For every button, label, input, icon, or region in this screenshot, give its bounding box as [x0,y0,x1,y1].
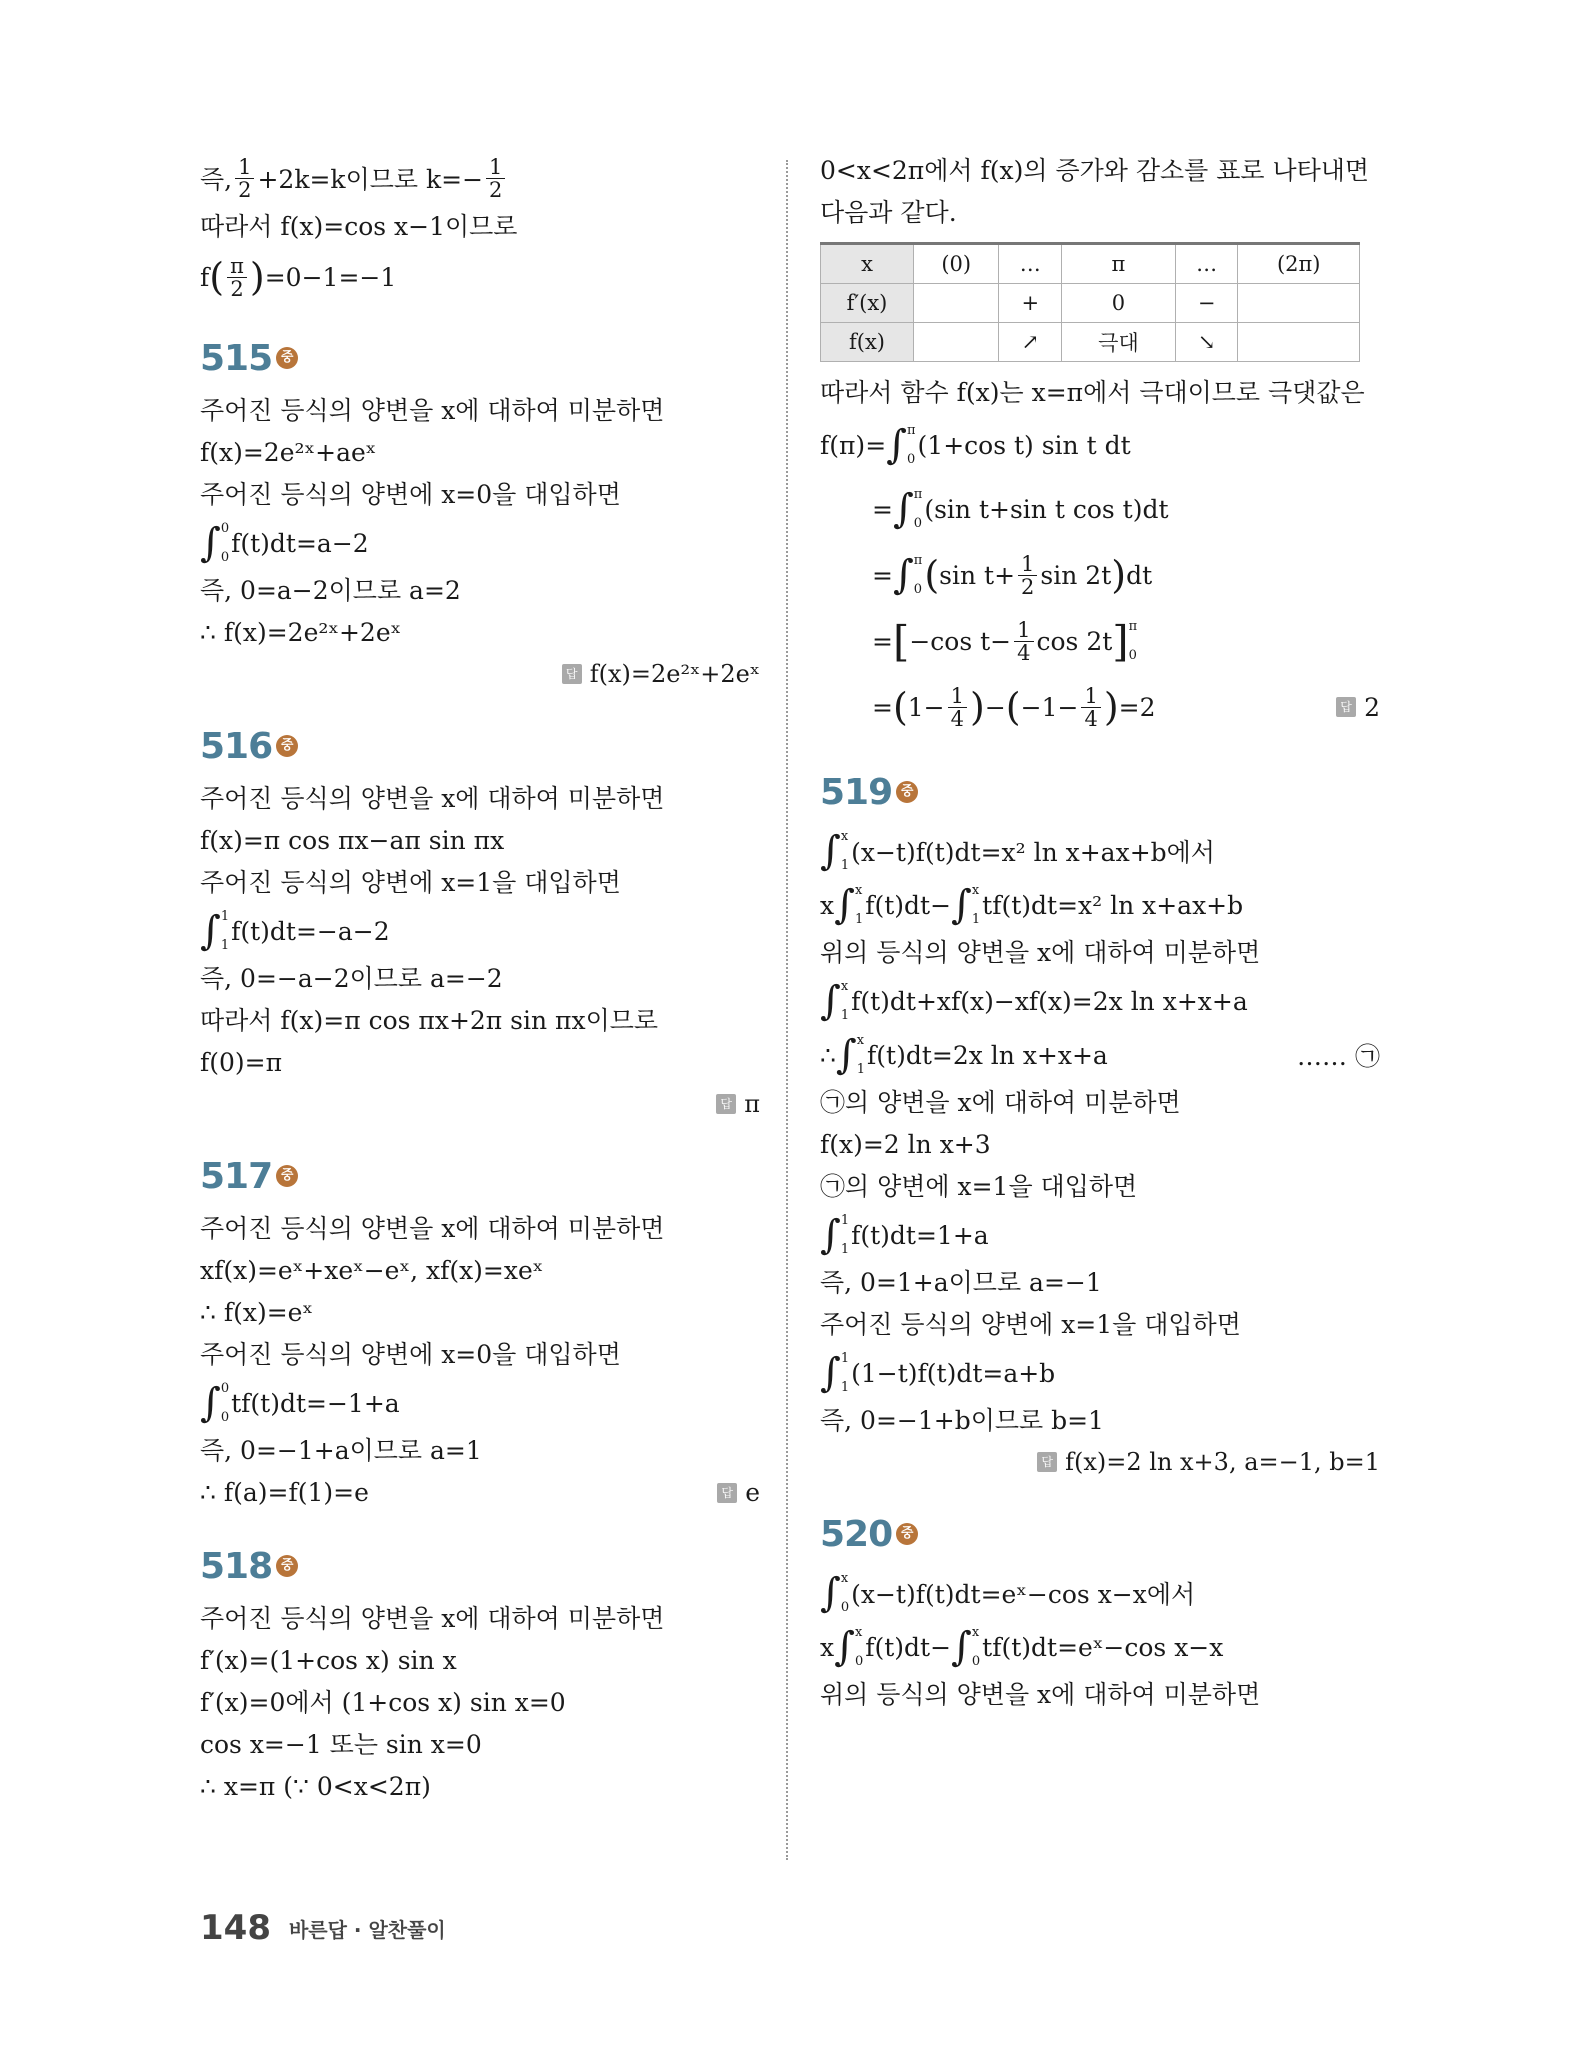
solution-line: ∴ f(x)=2e²ˣ+2eˣ [200,618,402,647]
integral-limits [221,521,229,565]
solution-line: 0<x<2π에서 f(x)의 증가와 감소를 표로 나타내면 [820,156,1370,185]
bracket: ] [1112,616,1129,666]
solution-line: 다음과 같다. [820,198,957,227]
integrand: (x−t)f(t)dt=eˣ−cos x−x에서 [851,1580,1196,1609]
lower-limit: 0 [913,582,923,597]
solution-line: f(0)=π [200,1048,283,1077]
upper-limit: π [913,487,923,502]
solution-line: 즉, 0=−a−2이므로 a=−2 [200,964,503,993]
lower-limit: 0 [840,1600,850,1615]
lower-limit: 1 [840,1242,850,1257]
integral-line [820,974,1380,1028]
answer-text: π [744,1090,760,1118]
answer-icon: 답 [1037,1452,1057,1472]
integral-line [820,476,1380,542]
column-divider [786,160,788,1860]
frac-num: π [227,255,247,278]
integrand: (sin t+sin t cos t)dt [924,494,1169,524]
problem-515-header [200,326,760,390]
integral-line [200,516,760,570]
table-cell: ↘ [1175,323,1238,362]
upper-limit: 0 [220,1381,230,1396]
solution-line: f(x)=2 ln x+3 [820,1130,991,1159]
upper-limit: x [856,1033,865,1048]
answer-icon: 답 [1336,697,1356,717]
paren: ( [209,255,225,299]
solution-line: xf(x)=eˣ+xeˣ−eˣ, xf(x)=xeˣ [200,1256,544,1285]
fraction [1014,619,1033,664]
table-cell: (0) [914,244,999,284]
fraction [1081,685,1100,730]
integral-limits [221,909,229,953]
integral-line [820,1566,1380,1620]
integral-sign: ∫ [820,1350,841,1396]
expr: x [820,1632,835,1662]
solution-text: ∴ f(a)=f(1)=e [200,1478,369,1507]
integral-sign: ∫ [820,1212,841,1258]
lower-limit: 0 [220,550,230,565]
answer-text: e [745,1478,760,1507]
lower-limit: 0 [220,1410,230,1425]
solution-line: 주어진 등식의 양변에 x=1을 대입하면 [200,868,621,897]
solution-line: 즉, 0=a−2이므로 a=2 [200,576,461,605]
integral-limits [841,829,849,873]
bracket-line [820,608,1380,674]
problem-517-header [200,1144,760,1208]
difficulty-badge: 중 [896,781,918,803]
sign-table [820,242,1360,362]
right-column [820,150,1380,1716]
difficulty-badge: 중 [276,1555,298,1577]
integral-sign: ∫ [834,882,855,928]
integrand: sin 2t [1040,560,1112,590]
integral-sign: ∫ [835,1032,857,1078]
eq-sign: = [872,626,893,656]
fraction [235,156,254,201]
table-cell [914,284,999,323]
solution-line: 주어진 등식의 양변을 x에 대하여 미분하면 [200,396,665,425]
upper-limit: 1 [840,1213,850,1228]
integral-line [820,878,1380,932]
table-cell [1238,284,1360,323]
paren: ) [1103,685,1119,729]
integral-sign: ∫ [951,1624,972,1670]
table-cell: f(x) [821,323,914,362]
solution-line: 주어진 등식의 양변에 x=1을 대입하면 [820,1310,1241,1339]
problem-number: 515 [200,337,273,379]
problem-520-header [820,1502,1380,1566]
paren: ) [1111,553,1127,597]
answer-icon: 답 [716,1094,736,1114]
difficulty-badge: 중 [276,735,298,757]
solution-line: 따라서 함수 f(x)는 x=π에서 극대이므로 극댓값은 [820,378,1365,407]
integral-line [820,542,1380,608]
expr: 1− [907,692,945,722]
integral-limits [914,553,923,597]
integral-limits [972,1625,980,1669]
integral-line [200,904,760,958]
integral-limits [841,979,849,1023]
problem-518-header [200,1534,760,1598]
solution-line: 즉, 0=1+a이므로 a=−1 [820,1268,1102,1297]
integral-sign: ∫ [892,552,914,598]
integral-line [200,1376,760,1430]
upper-limit: x [840,979,849,994]
bracket: [ [892,616,910,666]
problem-number: 516 [200,725,273,767]
lower-limit: 1 [856,1062,866,1077]
integral-limits [841,1213,849,1257]
difficulty-badge: 중 [276,1165,298,1187]
solution-line: f(x)=π cos πx−aπ sin πx [200,826,505,855]
eq-sign: = [872,692,893,722]
solution-line: ㉠의 양변을 x에 대하여 미분하면 [820,1088,1181,1117]
answer-text: f(x)=2e²ˣ+2eˣ [589,660,760,688]
integrand: f(t)dt=2x ln x+x+a [867,1040,1108,1070]
frac-num: 1 [948,685,967,708]
solution-line: 즉, 0=−1+a이므로 a=1 [200,1436,482,1465]
fraction [227,255,247,300]
table-cell: 0 [1062,284,1176,323]
table-cell [914,323,999,362]
integral-line [820,414,1380,476]
solution-line: 주어진 등식의 양변을 x에 대하여 미분하면 [200,1214,665,1243]
table-cell [1238,323,1360,362]
integrand: f(t)dt− [865,890,952,920]
solution-line: 주어진 등식의 양변을 x에 대하여 미분하면 [200,784,665,813]
table-row [821,323,1360,362]
integral-sign: ∫ [820,828,841,874]
integrand: (x−t)f(t)dt=x² ln x+ax+b에서 [851,838,1215,867]
expr: cos 2t [1036,626,1113,656]
integrand: f(t)dt+xf(x)−xf(x)=2x ln x+x+a [851,986,1248,1016]
frac-den: 2 [1021,574,1035,599]
lower-limit: 0 [913,516,923,531]
lower-limit: 0 [971,1654,981,1669]
integral-sign: ∫ [834,1624,855,1670]
integral-sign: ∫ [200,908,221,954]
answer-517 [717,1472,760,1514]
frac-den: 4 [1017,640,1031,665]
upper-limit: π [913,553,923,568]
table-row [821,284,1360,323]
solution-line [200,1472,760,1514]
table-row [821,244,1360,284]
solution-line: f′(x)=(1+cos x) sin x [200,1646,457,1675]
expr: −1− [1020,692,1079,722]
problem-number: 519 [820,771,893,813]
solution-line: ∴ x=π (∵ 0<x<2π) [200,1772,431,1801]
integrand: tf(t)dt=eˣ−cos x−x [982,1632,1224,1662]
intro-text: +2k=k이므로 k=− [257,165,484,194]
upper-limit: 1 [220,909,230,924]
paren: ( [1005,685,1021,729]
frac-den: 2 [238,177,252,202]
integral-sign: ∫ [820,978,841,1024]
lower-limit: 1 [840,1008,850,1023]
problem-number: 520 [820,1513,893,1555]
table-cell: π [1062,244,1176,284]
integral-line [820,1028,1380,1082]
solution-line: 주어진 등식의 양변에 x=0을 대입하면 [200,1340,621,1369]
expr: − [984,692,1006,722]
upper-limit: x [840,1571,849,1586]
frac-den: 4 [950,706,965,731]
table-cell: f′(x) [821,284,914,323]
expr: =2 [1118,692,1156,722]
table-cell: ↗ [999,323,1062,362]
lower-limit: 0 [1128,648,1137,663]
fraction [1018,553,1037,598]
answer-519 [820,1442,1380,1482]
left-column [200,150,760,1808]
integral-limits [855,883,863,927]
answer-518 [1336,693,1380,722]
solution-line: ㉠의 양변에 x=1을 대입하면 [820,1172,1138,1201]
integrand: tf(t)dt=−1+a [231,1388,400,1418]
upper-limit: 0 [220,521,230,536]
table-cell: … [999,244,1062,284]
paren: ( [924,553,940,597]
integral-sign: ∫ [820,1570,841,1616]
integrand: f(t)dt− [865,1632,952,1662]
lower-limit: 0 [854,1654,864,1669]
eq-sign: = [872,494,893,524]
integral-sign: ∫ [200,520,221,566]
paren: ) [970,685,985,729]
solution-line: 위의 등식의 양변을 x에 대하여 미분하면 [820,1680,1261,1709]
answer-text: f(x)=2 ln x+3, a=−1, b=1 [1065,1448,1380,1476]
solution-line: 따라서 f(x)=π cos πx+2π sin πx이므로 [200,1006,659,1035]
upper-limit: π [906,423,916,438]
integral-limits [841,1351,849,1395]
integrand: f(t)dt=a−2 [231,528,369,558]
intro-text: =0−1=−1 [264,262,397,292]
integral-sign: ∫ [200,1380,221,1426]
therefore-sign: ∴ [820,1040,836,1070]
lower-limit: 1 [840,1380,850,1395]
difficulty-badge: 중 [276,347,298,369]
upper-limit: x [971,1625,980,1640]
lower-limit: 1 [971,912,981,927]
answer-text: 2 [1364,692,1380,722]
func-name: f [200,262,210,292]
integral-sign: ∫ [886,422,907,468]
integral-limits [855,1625,863,1669]
integrand: dt [1126,560,1153,590]
bracket-limits [1129,619,1138,663]
upper-limit: π [1128,619,1138,634]
table-cell: + [999,284,1062,323]
integrand: f(t)dt=−a−2 [231,916,390,946]
lower-limit: 1 [220,938,230,953]
answer-icon: 답 [562,664,582,684]
eq-lhs: f(π)= [820,430,887,460]
integral-limits [857,1033,865,1077]
table-cell: x [821,244,914,284]
integrand: tf(t)dt=x² ln x+ax+b [982,890,1244,920]
lower-limit: 1 [840,858,850,873]
integrand: (1+cos t) sin t dt [917,430,1131,460]
solution-line: f′(x)=0에서 (1+cos x) sin x=0 [200,1688,566,1717]
intro-line-2: 따라서 f(x)=cos x−1이므로 [200,212,518,241]
solution-line: 주어진 등식의 양변에 x=0을 대입하면 [200,480,621,509]
integrand: f(t)dt=1+a [851,1220,989,1250]
solution-line: ∴ f(x)=eˣ [200,1298,314,1327]
eq-sign: = [872,560,893,590]
fraction [948,685,967,730]
table-cell: (2π) [1238,244,1360,284]
integral-limits [914,487,923,531]
solution-line: f(x)=2e²ˣ+aeˣ [200,438,377,467]
expr: x [820,890,835,920]
paren: ( [892,685,908,729]
frac-den: 2 [489,177,503,202]
result-line [820,674,1380,740]
solution-line: cos x=−1 또는 sin x=0 [200,1730,482,1759]
expr: −cos t− [909,626,1012,656]
lower-limit: 1 [854,912,864,927]
integral-line [820,1346,1380,1400]
frac-num: 1 [1018,553,1037,576]
table-cell: … [1175,244,1238,284]
problem-number: 517 [200,1155,273,1197]
page-footer [200,1908,446,1948]
problem-519-header [820,760,1380,824]
upper-limit: 1 [840,1351,850,1366]
solution-line: 즉, 0=−1+b이므로 b=1 [820,1406,1104,1435]
problem-number: 518 [200,1545,273,1587]
integral-line [820,824,1380,878]
upper-limit: x [854,883,863,898]
upper-limit: x [854,1625,863,1640]
paren: ) [249,255,265,299]
problem-516-header [200,714,760,778]
solution-line: 위의 등식의 양변을 x에 대하여 미분하면 [820,938,1261,967]
intro-line-3 [200,248,760,306]
frac-num: 1 [235,156,254,179]
integral-limits [972,883,980,927]
upper-limit: x [840,829,849,844]
intro-text: 즉, [200,165,233,194]
table-cell: 극대 [1062,323,1176,362]
integral-limits [221,1381,229,1425]
integral-sign: ∫ [892,486,914,532]
answer-515 [200,654,760,694]
frac-num: 1 [1014,619,1033,642]
upper-limit: x [971,883,980,898]
integral-limits [841,1571,849,1615]
integral-limits [907,423,916,467]
frac-den: 2 [230,276,244,301]
answer-icon: 답 [717,1483,737,1503]
integrand: sin t+ [939,560,1016,590]
table-cell: − [1175,284,1238,323]
integrand: (1−t)f(t)dt=a+b [851,1358,1056,1388]
frac-den: 4 [1084,706,1098,731]
page-number: 148 [200,1908,271,1948]
answer-516 [200,1084,760,1124]
frac-num: 1 [1081,685,1100,708]
frac-num: 1 [486,156,505,179]
lower-limit: 0 [906,452,916,467]
equation-tag: …… ㉠ [1297,1042,1380,1071]
solution-line: 주어진 등식의 양변을 x에 대하여 미분하면 [200,1604,665,1633]
integral-sign: ∫ [951,882,972,928]
integral-line [820,1208,1380,1262]
page-label: 바른답 · 알찬풀이 [288,1917,446,1942]
difficulty-badge: 중 [896,1523,918,1545]
integral-line [820,1620,1380,1674]
intro-line-1 [200,150,760,206]
fraction [486,156,505,201]
